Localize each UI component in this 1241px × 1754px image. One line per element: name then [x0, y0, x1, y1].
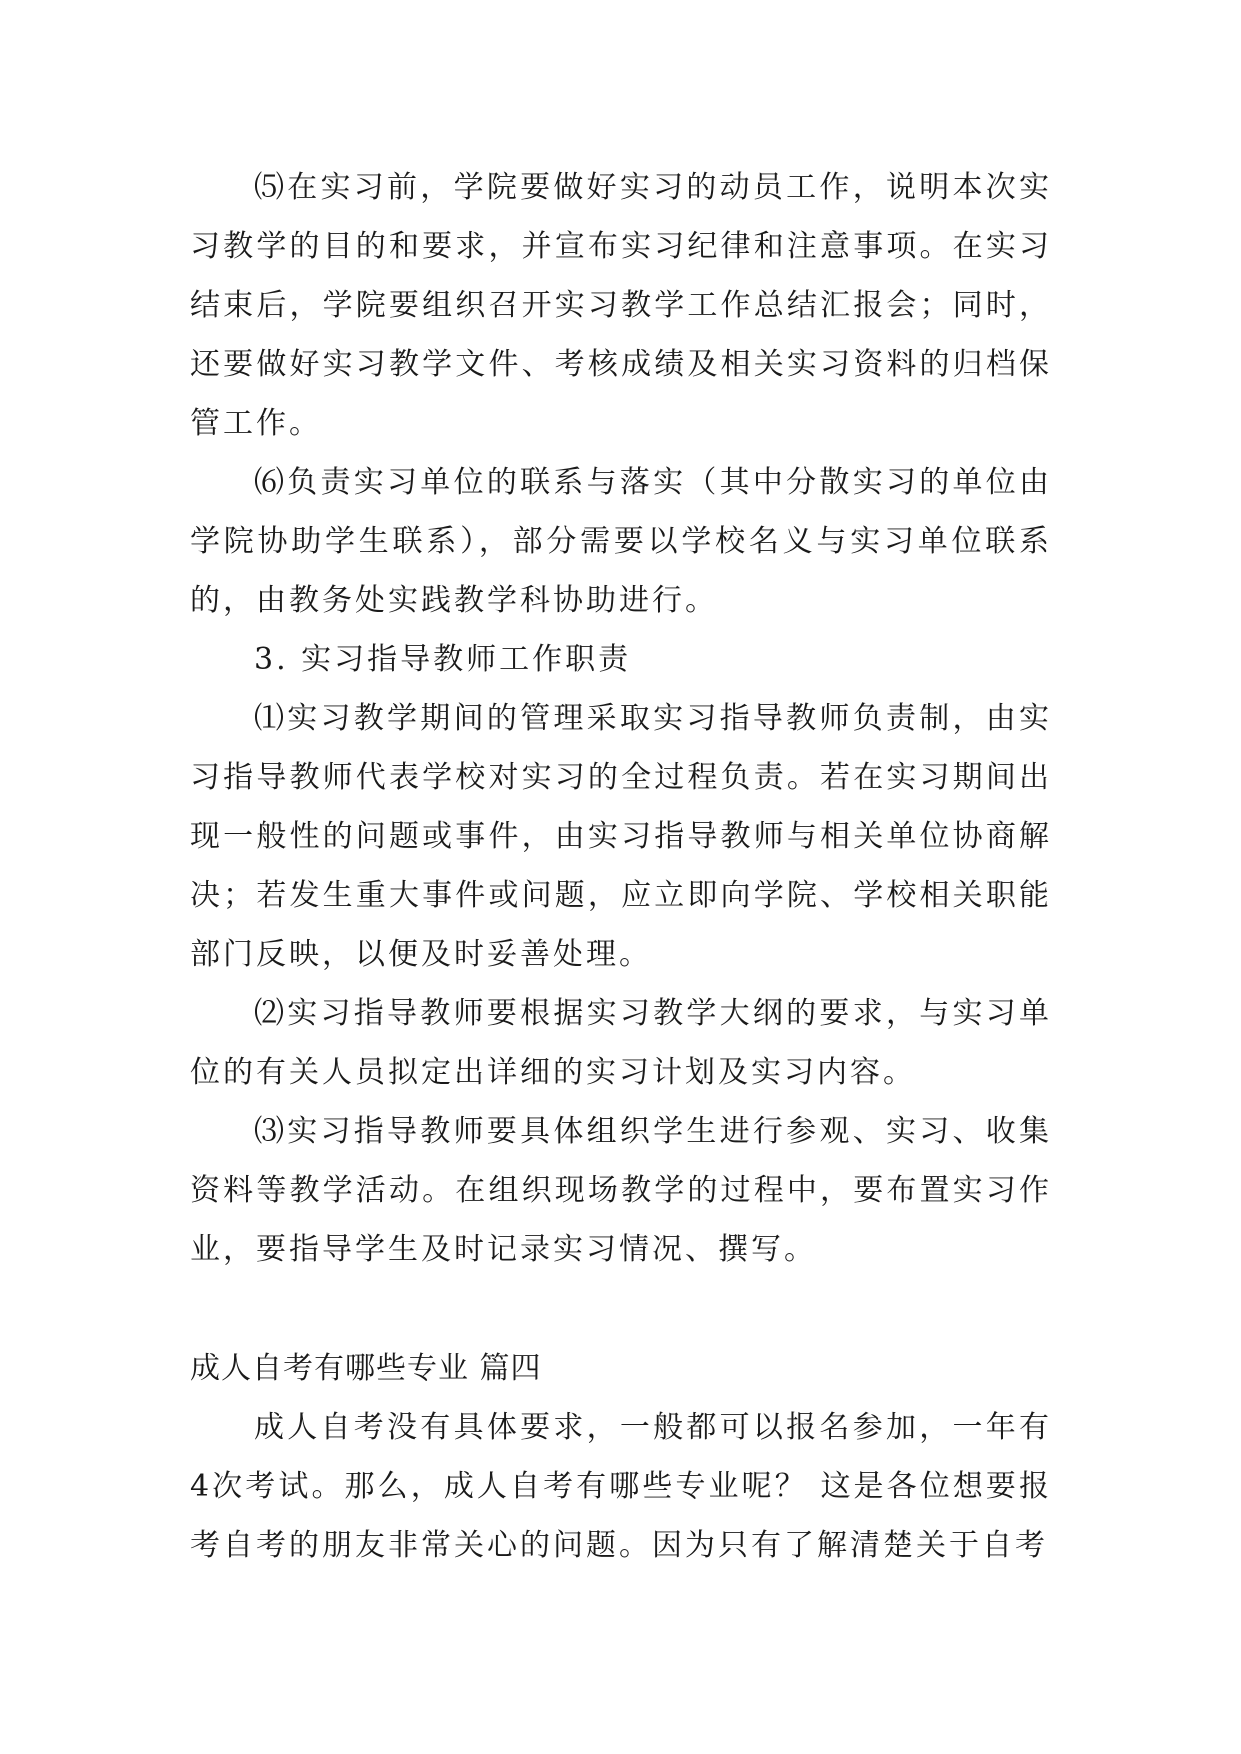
document-body [190, 158, 1052, 1575]
section-title: 成人自考有哪些专业 篇四 [190, 1351, 542, 1386]
paragraph-item-5: ⑸在实习前，学院要做好实习的动员工作，说明本次实习教学的目的和要求，并宣布实习纪律和注意事项。在实习结束后，学院要组织召开实习教学工作总结汇报会；同时，还要做好实习教学文件、考核成绩及相关实习资料的归档保管工作。 [190, 170, 1052, 441]
duty-item-3: ⑶实习指导教师要具体组织学生进行参观、实习、收集资料等教学活动。在组织现场教学的过程中，要布置实习作业，要指导学生及时记录实习情况、撰写。 [190, 1114, 1052, 1267]
duty-item-1: ⑴实习教学期间的管理采取实习指导教师负责制，由实习指导教师代表学校对实习的全过程负责。若在实习期间出现一般性的问题或事件，由实习指导教师与相关单位协商解决；若发生重大事件或问题，应立即向学院、学校相关职能部门反映，以便及时妥善处理。 [190, 701, 1052, 972]
section-intro-paragraph: 成人自考没有具体要求，一般都可以报名参加，一年有4次考试。那么，成人自考有哪些专业呢？ 这是各位想要报考自考的朋友非常关心的问题。因为只有了解清楚关于自考 [190, 1410, 1052, 1563]
duty-item-2: ⑵实习指导教师要根据实习教学大纲的要求，与实习单位的有关人员拟定出详细的实习计划及实习内容。 [190, 996, 1052, 1090]
subsection-heading: 3. 实习指导教师工作职责 [254, 642, 632, 677]
paragraph-item-6: ⑹负责实习单位的联系与落实（其中分散实习的单位由学院协助学生联系），部分需要以学校名义与实习单位联系的，由教务处实践教学科协助进行。 [190, 465, 1052, 618]
